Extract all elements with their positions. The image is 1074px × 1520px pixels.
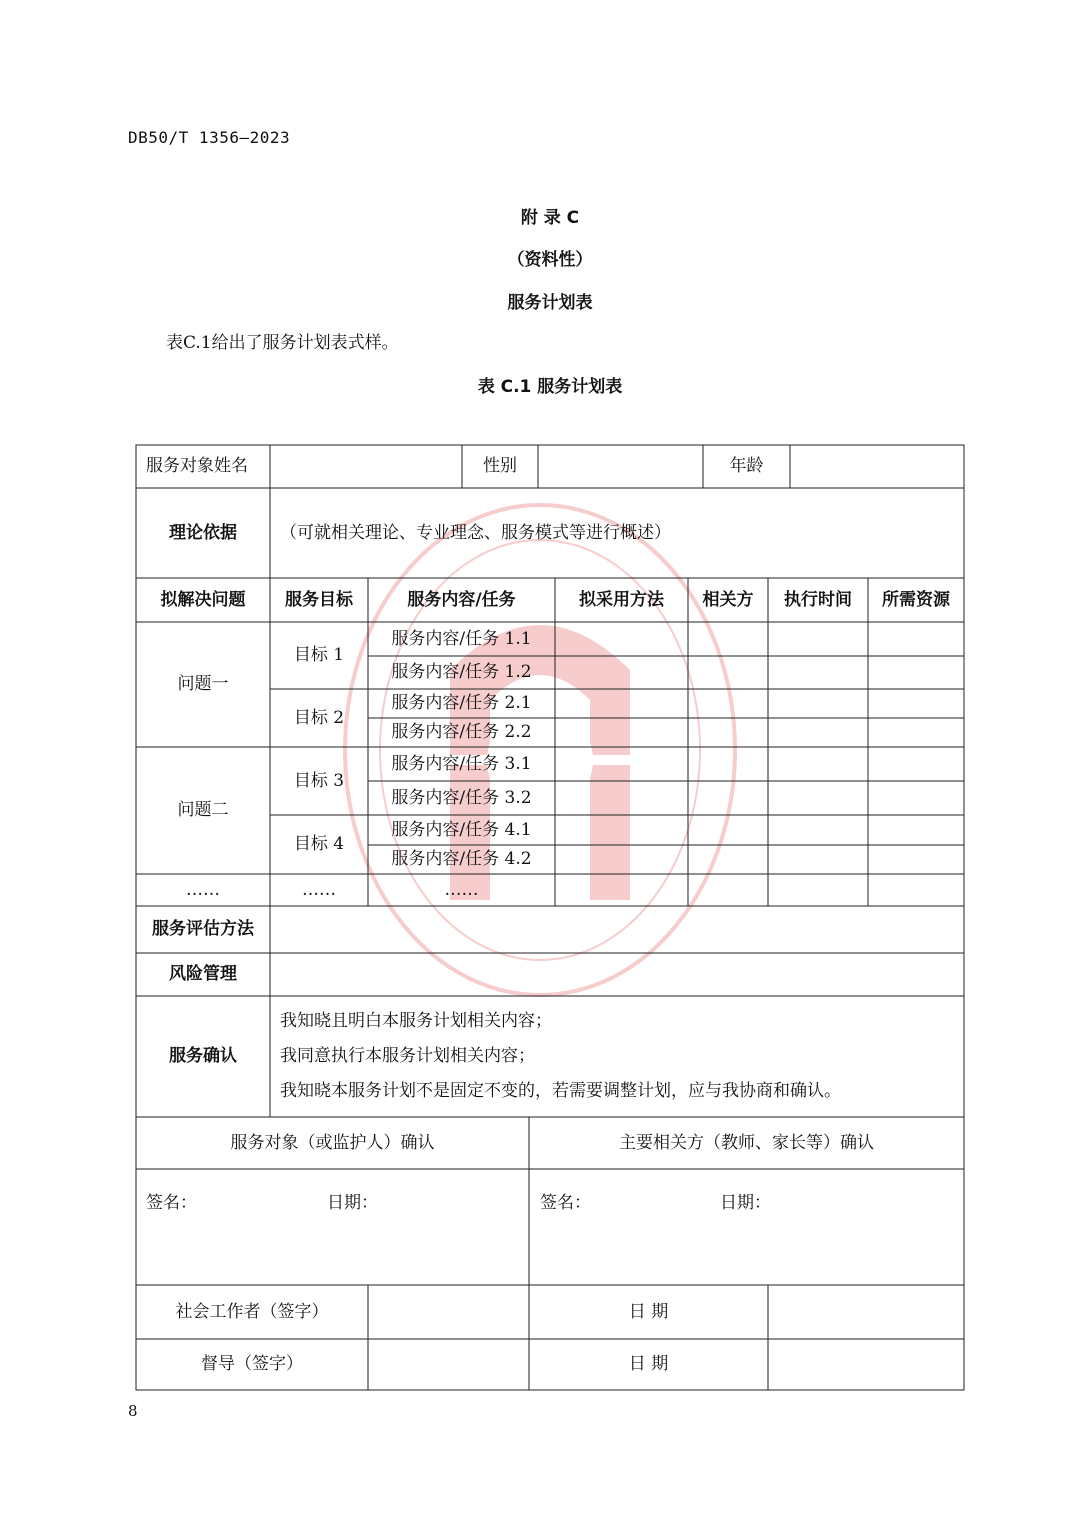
goal-cell: 目标 1 (293, 645, 345, 666)
goal-cell: 目标 4 (293, 834, 345, 855)
confirm-statement: 我同意执行本服务计划相关内容； (280, 1046, 535, 1066)
age-field[interactable] (790, 445, 964, 488)
client-confirm-header: 服务对象（或监护人）确认 (230, 1132, 435, 1153)
confirm-statement: 我知晓且明白本服务计划相关内容； (280, 1011, 552, 1031)
ellipsis-cell: …… (186, 879, 220, 900)
client-date-label: 日期： (327, 1193, 378, 1213)
task-cell: 服务内容/任务 3.1 (391, 753, 532, 774)
document-code: DB50/T 1356—2023 (128, 128, 291, 147)
supervisor-sign-field[interactable] (368, 1339, 529, 1390)
evaluation-field[interactable] (270, 906, 964, 953)
task-cell: 服务内容/任务 1.1 (391, 628, 532, 649)
task-cell: 服务内容/任务 4.2 (391, 849, 532, 870)
social-worker-label: 社会工作者（签字） (175, 1301, 329, 1322)
theory-label: 理论依据 (169, 522, 237, 543)
party-date-label: 日期： (720, 1193, 771, 1213)
task-cell: 服务内容/任务 3.2 (391, 787, 532, 808)
task-cell: 服务内容/任务 1.2 (391, 662, 532, 683)
page-number: 8 (128, 1402, 138, 1420)
task-cell: 服务内容/任务 2.2 (391, 722, 532, 743)
problem-cell: 问题一 (177, 674, 229, 695)
risk-label: 风险管理 (169, 964, 237, 985)
gender-field[interactable] (538, 445, 703, 488)
supervisor-date-label: 日 期 (628, 1354, 669, 1375)
client-sign-label: 签名： (146, 1193, 197, 1213)
goal-cell: 目标 3 (293, 770, 345, 791)
social-worker-date-label: 日 期 (628, 1301, 669, 1322)
social-worker-sign-field[interactable] (368, 1285, 529, 1339)
theory-field[interactable]: （可就相关理论、专业理念、服务模式等进行概述） (280, 522, 671, 543)
task-cell: 服务内容/任务 4.1 (391, 819, 532, 840)
col-header-time: 执行时间 (784, 589, 852, 610)
appendix-nature: （资料性） (507, 250, 593, 270)
intro-text: 表C.1给出了服务计划表式样。 (166, 333, 399, 353)
confirm-statement: 我知晓本服务计划不是固定不变的，若需要调整计划，应与我协商和确认。 (280, 1081, 841, 1101)
client-name-label: 服务对象姓名 (146, 456, 248, 477)
col-header-goal: 服务目标 (285, 589, 353, 610)
ellipsis-cell: …… (302, 879, 336, 900)
col-header-problem: 拟解决问题 (160, 589, 246, 610)
confirm-label: 服务确认 (169, 1046, 237, 1067)
party-confirm-header: 主要相关方（教师、家长等）确认 (619, 1132, 874, 1153)
appendix-title: 附 录 C (520, 208, 580, 228)
social-worker-date-field[interactable] (768, 1285, 964, 1339)
age-label: 年龄 (729, 456, 764, 477)
table-title: 表 C.1 服务计划表 (477, 377, 623, 397)
col-header-resources: 所需资源 (882, 589, 950, 610)
client-name-field[interactable] (270, 445, 462, 488)
task-cell: 服务内容/任务 2.1 (391, 693, 532, 714)
problem-cell: 问题二 (177, 800, 229, 821)
goal-cell: 目标 2 (293, 707, 345, 728)
col-header-method: 拟采用方法 (579, 589, 664, 610)
confirm-statements (270, 1004, 960, 1109)
supervisor-date-field[interactable] (768, 1339, 964, 1390)
gender-label: 性别 (483, 456, 517, 477)
col-header-task: 服务内容/任务 (407, 589, 516, 610)
ellipsis-cell: …… (444, 879, 479, 900)
party-sign-label: 签名： (540, 1193, 591, 1213)
risk-field[interactable] (270, 953, 964, 996)
supervisor-label: 督导（签字） (201, 1354, 303, 1375)
col-header-party: 相关方 (702, 589, 754, 610)
evaluation-label: 服务评估方法 (152, 919, 254, 940)
appendix-name: 服务计划表 (507, 293, 593, 313)
